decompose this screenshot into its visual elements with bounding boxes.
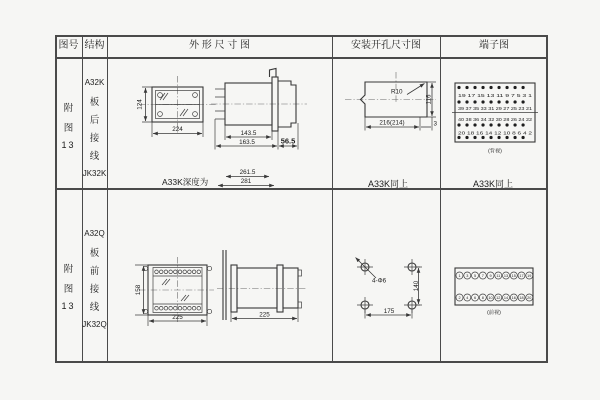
- dim-edge-gap: 3: [433, 120, 438, 128]
- hatch-mark: [181, 295, 189, 301]
- row1-terminal-drawing: [440, 57, 548, 208]
- mount-ear: [143, 309, 147, 313]
- svg-text:7: 7: [481, 274, 484, 278]
- row2-fig-no: [55, 208, 82, 363]
- hatch-mark: [162, 279, 170, 285]
- svg-text:8: 8: [481, 296, 484, 300]
- fig-char: 附: [63, 102, 74, 114]
- row2-structure: [82, 208, 107, 363]
- model-code-alt: JK32Q: [82, 319, 107, 329]
- svg-text:4: 4: [466, 296, 469, 300]
- struct-char: 线: [89, 301, 100, 313]
- dim-front-width: 225: [172, 314, 183, 321]
- side-dimensions: [231, 308, 298, 322]
- svg-text:19: 19: [527, 274, 532, 278]
- row2-outline-drawing: [107, 210, 332, 363]
- dim-depth-a: 261.5: [239, 169, 256, 176]
- dim-cut-width: 216(214): [379, 119, 405, 127]
- mounting-dimensions: [365, 267, 422, 319]
- terminal-numbers-row4: 20 18 16 14 12 10 8 6 4 2: [458, 130, 533, 136]
- struct-char: 接: [89, 283, 100, 295]
- cutout-view: [345, 72, 436, 117]
- struct-char: 板: [89, 247, 100, 259]
- svg-text:16: 16: [511, 296, 516, 300]
- svg-text:20: 20: [527, 296, 532, 300]
- fig-number: 13: [61, 139, 76, 150]
- model-code: A32K: [84, 77, 105, 87]
- struct-char: 后: [89, 114, 100, 126]
- view-caption: (背视): [488, 148, 502, 155]
- mount-ear: [207, 266, 211, 270]
- model-code-alt: JK32K: [82, 168, 107, 178]
- struct-char: 接: [89, 132, 100, 144]
- mount-ear: [207, 309, 211, 313]
- dim-front-height: 158: [135, 284, 143, 296]
- fig-char: 附: [63, 263, 74, 275]
- row1-outline-drawing: [107, 57, 332, 208]
- svg-text:15: 15: [511, 274, 516, 278]
- side-view: [211, 69, 307, 132]
- terminal-circles-bottom: [456, 294, 533, 301]
- svg-text:5: 5: [473, 274, 477, 278]
- dim-side-total: 225: [259, 311, 270, 319]
- mounting-holes: [356, 258, 421, 314]
- dim-front-height: 124: [136, 99, 144, 110]
- svg-text:11: 11: [496, 274, 501, 278]
- row1-fig-no: [55, 57, 82, 208]
- struct-char: 板: [89, 96, 100, 108]
- row1-mounting-drawing: [332, 57, 440, 208]
- svg-text:12: 12: [496, 296, 501, 300]
- hatch-mark: [160, 93, 168, 100]
- fig-char: 图: [63, 122, 74, 134]
- dim-side-flange: 56.5: [280, 136, 296, 146]
- svg-text:9: 9: [489, 274, 492, 278]
- dim-depth-b: 281: [240, 178, 252, 185]
- terminal-numbers-row1: 19 17 15 13 11 9 7 5 3 1: [458, 93, 533, 98]
- corner-radius-label: R10: [391, 88, 403, 96]
- dim-front-width: 224: [172, 126, 183, 133]
- mount-ear: [143, 266, 147, 270]
- radius-leader: [407, 84, 425, 95]
- depth-label: A33K深度为: [162, 177, 209, 187]
- panel-edge: [223, 250, 226, 320]
- dim-cut-height: 116: [425, 94, 433, 105]
- terminal-numbers-row2: 39 37 35 33 31 29 27 25 23 21: [458, 106, 533, 111]
- depth-note: [162, 169, 274, 187]
- header-terminal: 端子图: [479, 40, 509, 51]
- view-caption: (前视): [487, 310, 501, 316]
- dim-horizontal-pitch: 175: [383, 308, 395, 315]
- same-as-above-note: A33K同上: [472, 179, 514, 189]
- svg-text:17: 17: [519, 274, 524, 278]
- hole-label: 4-Φ6: [372, 277, 387, 285]
- row2-mounting-drawing: [332, 210, 440, 363]
- fig-char: 图: [63, 283, 74, 295]
- header-structure: 结构: [84, 40, 105, 51]
- terminal-circles-top: [456, 272, 533, 279]
- svg-text:14: 14: [503, 296, 509, 300]
- svg-text:6: 6: [473, 296, 477, 300]
- same-as-above-note: A33K同上: [367, 179, 409, 189]
- svg-text:10: 10: [488, 296, 493, 300]
- terminal-numbers-row3: 40 38 36 34 32 30 28 26 24 22: [458, 117, 533, 122]
- svg-text:13: 13: [503, 274, 509, 278]
- side-dimensions: [215, 119, 298, 150]
- front-dimensions: [135, 265, 207, 326]
- header-fig-no: 图号: [58, 40, 79, 51]
- side-view: [217, 250, 307, 320]
- dim-side-body: 143.5: [240, 130, 257, 137]
- front-view: [136, 76, 216, 133]
- terminal-block: [452, 83, 538, 142]
- svg-text:3: 3: [466, 274, 469, 278]
- fig-number: 13: [61, 300, 76, 311]
- model-code: A32Q: [84, 228, 105, 238]
- row2-terminal-drawing: [440, 210, 548, 363]
- svg-text:1: 1: [458, 274, 461, 278]
- top-tab: [270, 69, 277, 78]
- svg-text:18: 18: [519, 296, 524, 300]
- hatch-mark: [180, 109, 188, 116]
- dim-vertical-pitch: 140: [413, 280, 421, 292]
- svg-text:2: 2: [458, 296, 461, 300]
- hole-leader: [356, 258, 377, 279]
- struct-char: 前: [89, 265, 100, 277]
- row1-structure: [82, 57, 107, 208]
- struct-char: 线: [89, 150, 100, 162]
- front-dimensions: [137, 87, 203, 137]
- header-outline: 外 形 尺 寸 图: [188, 40, 251, 51]
- dim-side-total: 163.5: [239, 139, 255, 146]
- header-mounting: 安装开孔尺寸图: [351, 40, 421, 51]
